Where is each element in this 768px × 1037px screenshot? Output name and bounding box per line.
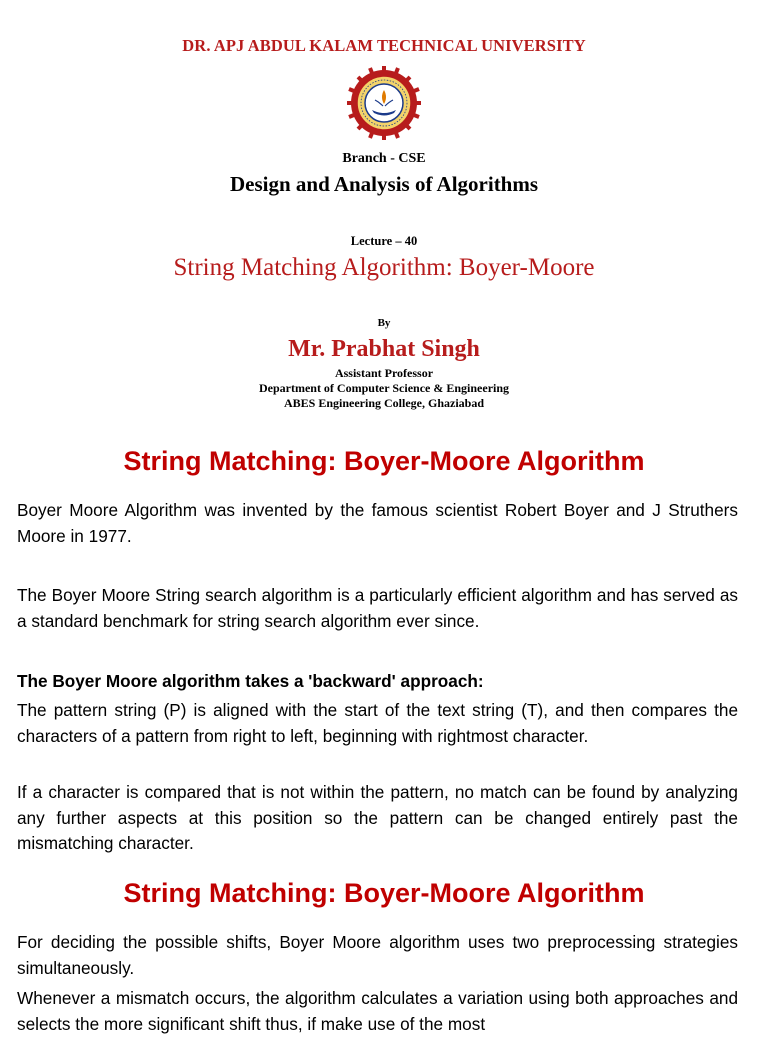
- paragraph: The Boyer Moore String search algorithm is a particularly efficient algorithm and has served as a standard benchmark for string search algorithm ever since.: [17, 585, 738, 631]
- branch-label: Branch - CSE: [342, 151, 426, 166]
- paragraph: The pattern string (P) is aligned with the start of the text string (T), and then compares the characters of a pattern from right to left, beginning with rightmost character.: [17, 700, 738, 746]
- university-name: DR. APJ ABDUL KALAM TECHNICAL UNIVERSITY: [182, 36, 586, 55]
- university-seal-logo: [347, 66, 421, 140]
- slide-title: String Matching: Boyer-Moore Algorithm: [123, 446, 645, 476]
- section-heading: The Boyer Moore algorithm takes a 'backward' approach:: [17, 671, 484, 691]
- lecture-topic: String Matching Algorithm: Boyer-Moore: [173, 254, 595, 281]
- author-department: Department of Computer Science & Engineering: [258, 381, 510, 395]
- author-designation: Assistant Professor: [334, 366, 434, 380]
- paragraph: If a character is compared that is not within the pattern, no match can be found by analyzing any further aspects at this position so the pattern can be changed entirely past the mismatching character.: [17, 782, 738, 854]
- paragraph: Whenever a mismatch occurs, the algorithm calculates a variation using both approaches and selects the more significant shift thus, if make use of the most: [17, 988, 738, 1034]
- paragraph: For deciding the possible shifts, Boyer Moore algorithm uses two preprocessing strategies simultaneously.: [17, 932, 738, 978]
- author-college: ABES Engineering College, Ghaziabad: [283, 396, 485, 410]
- by-label: By: [377, 317, 391, 329]
- lecture-number: Lecture – 40: [350, 234, 418, 248]
- slide-title: String Matching: Boyer-Moore Algorithm: [123, 878, 645, 908]
- author-name: Mr. Prabhat Singh: [288, 336, 480, 362]
- subject-title: Design and Analysis of Algorithms: [229, 172, 539, 196]
- paragraph: Boyer Moore Algorithm was invented by the famous scientist Robert Boyer and J Struthers Moore in 1977.: [17, 500, 738, 546]
